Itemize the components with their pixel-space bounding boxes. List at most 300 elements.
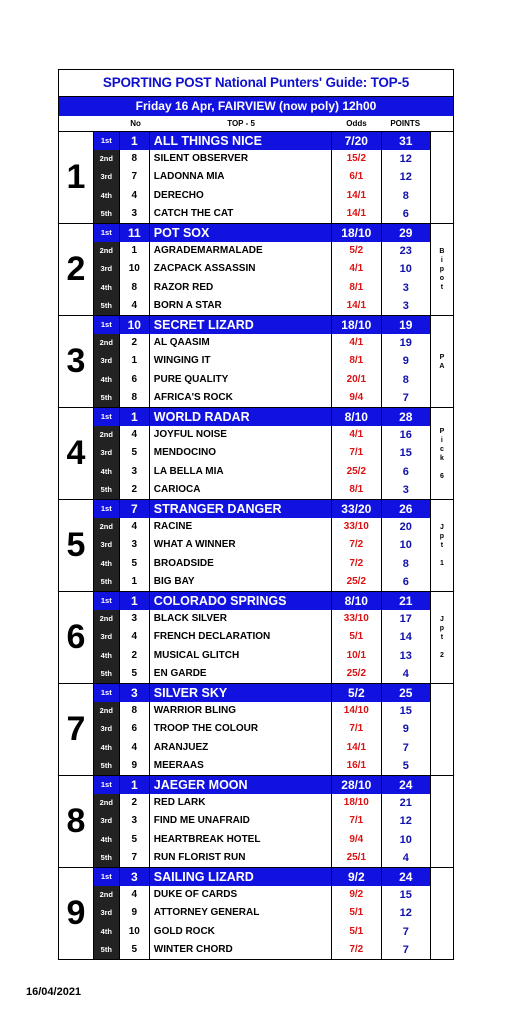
- horse-name: FRENCH DECLARATION: [150, 628, 332, 646]
- table-row: [94, 628, 430, 646]
- points-value: 10: [399, 833, 412, 846]
- note-letter: 6: [439, 472, 444, 480]
- note-letter: p: [439, 533, 445, 540]
- table-row: [94, 389, 430, 407]
- points-value: 25: [399, 686, 413, 700]
- horse-number: 1: [120, 776, 150, 794]
- points-value: 7: [402, 925, 409, 938]
- note-letter: t: [440, 634, 444, 641]
- points-value: 13: [399, 649, 412, 662]
- odds-value: 14/1: [332, 739, 382, 757]
- table-row: [94, 831, 430, 849]
- points-value: 5: [402, 759, 409, 772]
- horse-name: ARANJUEZ: [150, 739, 332, 757]
- note-letter: J: [439, 524, 444, 531]
- points-value: 10: [399, 263, 412, 276]
- horse-number: 2: [120, 647, 150, 665]
- table-row: [94, 187, 430, 205]
- horse-number: 10: [120, 260, 150, 278]
- odds-value: 10/1: [332, 647, 382, 665]
- bet-type-note: [430, 684, 453, 775]
- note-letter: A: [439, 362, 445, 370]
- race-rows: [94, 500, 430, 591]
- odds-value: 9/2: [332, 868, 382, 886]
- horse-name: STRANGER DANGER: [150, 500, 332, 518]
- points-value: 17: [399, 613, 412, 626]
- horse-name: MUSICAL GLITCH: [150, 647, 332, 665]
- bet-type-note: [430, 592, 453, 683]
- horse-name: ATTORNEY GENERAL: [150, 904, 332, 922]
- table-row: [94, 463, 430, 481]
- horse-number: 3: [120, 610, 150, 628]
- note-letter: k: [439, 454, 444, 462]
- position-label: 5th: [94, 389, 120, 407]
- odds-value: 9/2: [332, 886, 382, 904]
- table-row: [94, 279, 430, 297]
- position-label: 5th: [94, 849, 120, 867]
- horse-number: 6: [120, 720, 150, 738]
- odds-value: 4/1: [332, 426, 382, 444]
- position-label: 4th: [94, 463, 120, 481]
- position-label: 3rd: [94, 720, 120, 738]
- position-label: 4th: [94, 831, 120, 849]
- col-horse: TOP - 5: [227, 119, 255, 128]
- race-number: 8: [59, 776, 94, 867]
- bet-type-note: [430, 776, 453, 867]
- odds-value: 14/1: [332, 187, 382, 205]
- table-row: [94, 610, 430, 628]
- odds-value: 25/2: [332, 665, 382, 683]
- odds-value: 33/10: [332, 610, 382, 628]
- position-label: 2nd: [94, 242, 120, 260]
- bet-type-note: [430, 224, 453, 315]
- horse-number: 8: [120, 389, 150, 407]
- race-number: 5: [59, 500, 94, 591]
- position-label: 3rd: [94, 812, 120, 830]
- points-value: 3: [402, 281, 409, 294]
- note-letter: p: [439, 625, 445, 632]
- race-number: 7: [59, 684, 94, 775]
- note-letter: o: [439, 275, 445, 282]
- horse-name: BORN A STAR: [150, 297, 332, 315]
- position-label: 3rd: [94, 260, 120, 278]
- table-row: [94, 941, 430, 959]
- horse-name: EN GARDE: [150, 665, 332, 683]
- horse-number: 5: [120, 941, 150, 959]
- position-label: 3rd: [94, 352, 120, 370]
- horse-name: FIND ME UNAFRAID: [150, 812, 332, 830]
- table-row: [94, 812, 430, 830]
- odds-value: 7/20: [332, 132, 382, 150]
- table-row: [94, 260, 430, 278]
- horse-number: 5: [120, 444, 150, 462]
- race-rows: [94, 316, 430, 407]
- horse-name: WORLD RADAR: [150, 408, 332, 426]
- position-label: 1st: [94, 500, 120, 518]
- horse-number: 1: [120, 573, 150, 591]
- horse-name: ZACPACK ASSASSIN: [150, 260, 332, 278]
- points-value: 15: [399, 705, 412, 718]
- points-value: 3: [402, 483, 409, 496]
- odds-value: 7/2: [332, 941, 382, 959]
- position-label: 5th: [94, 297, 120, 315]
- race-rows: [94, 592, 430, 683]
- odds-value: 33/10: [332, 518, 382, 536]
- table-row: [94, 684, 430, 702]
- race-block: [59, 592, 453, 684]
- race-number: 2: [59, 224, 94, 315]
- race-number: 4: [59, 408, 94, 499]
- odds-value: 7/1: [332, 720, 382, 738]
- position-label: 2nd: [94, 886, 120, 904]
- table-row: [94, 868, 430, 886]
- position-label: 5th: [94, 481, 120, 499]
- horse-name: ALL THINGS NICE: [150, 132, 332, 150]
- odds-value: 4/1: [332, 334, 382, 352]
- points-value: 8: [402, 373, 409, 386]
- table-row: [94, 720, 430, 738]
- note-letter: J: [439, 616, 444, 623]
- note-letter: i: [440, 257, 443, 264]
- horse-number: 4: [120, 886, 150, 904]
- points-value: 24: [399, 870, 413, 884]
- race-block: [59, 500, 453, 592]
- odds-value: 18/10: [332, 316, 382, 334]
- horse-number: 3: [120, 812, 150, 830]
- horse-name: WHAT A WINNER: [150, 536, 332, 554]
- table-row: [94, 500, 430, 518]
- horse-name: LA BELLA MIA: [150, 463, 332, 481]
- horse-name: AGRADEMARMALADE: [150, 242, 332, 260]
- note-letter: t: [440, 284, 444, 291]
- position-label: 4th: [94, 279, 120, 297]
- horse-number: 7: [120, 168, 150, 186]
- horse-name: BIG BAY: [150, 573, 332, 591]
- position-label: 4th: [94, 555, 120, 573]
- position-label: 3rd: [94, 444, 120, 462]
- points-value: 10: [399, 539, 412, 552]
- position-label: 3rd: [94, 168, 120, 186]
- meeting-subtitle: Friday 16 Apr, FAIRVIEW (now poly) 12h00: [59, 97, 453, 116]
- table-row: [94, 739, 430, 757]
- odds-value: 18/10: [332, 794, 382, 812]
- note-letter: P: [439, 427, 445, 435]
- horse-number: 7: [120, 500, 150, 518]
- odds-value: 14/10: [332, 702, 382, 720]
- points-value: 7: [402, 391, 409, 404]
- odds-value: 33/20: [332, 500, 382, 518]
- horse-number: 11: [120, 224, 150, 242]
- horse-number: 5: [120, 831, 150, 849]
- horse-name: WINGING IT: [150, 352, 332, 370]
- col-odds: Odds: [346, 119, 367, 128]
- horse-number: 1: [120, 592, 150, 610]
- odds-value: 7/1: [332, 444, 382, 462]
- horse-name: HEARTBREAK HOTEL: [150, 831, 332, 849]
- horse-name: AL QAASIM: [150, 334, 332, 352]
- horse-number: 9: [120, 757, 150, 775]
- horse-name: DERECHO: [150, 187, 332, 205]
- col-no: No: [130, 119, 141, 128]
- race-rows: [94, 408, 430, 499]
- horse-number: 8: [120, 702, 150, 720]
- horse-name: SECRET LIZARD: [150, 316, 332, 334]
- horse-name: JOYFUL NOISE: [150, 426, 332, 444]
- horse-number: 1: [120, 408, 150, 426]
- horse-number: 2: [120, 334, 150, 352]
- points-value: 7: [402, 741, 409, 754]
- guide-title: SPORTING POST National Punters' Guide: TOP-5: [59, 70, 453, 97]
- table-row: [94, 334, 430, 352]
- note-letter: B: [439, 248, 445, 255]
- position-label: 2nd: [94, 702, 120, 720]
- table-row: [94, 849, 430, 867]
- note-letter: t: [440, 542, 444, 549]
- horse-number: 9: [120, 904, 150, 922]
- points-value: 12: [399, 153, 412, 166]
- race-rows: [94, 132, 430, 223]
- horse-number: 2: [120, 794, 150, 812]
- points-value: 6: [402, 575, 409, 588]
- position-label: 2nd: [94, 150, 120, 168]
- race-block: [59, 316, 453, 408]
- horse-name: RAZOR RED: [150, 279, 332, 297]
- position-label: 1st: [94, 224, 120, 242]
- horse-number: 4: [120, 297, 150, 315]
- table-row: [94, 408, 430, 426]
- note-letter: 1: [439, 560, 444, 567]
- points-value: 31: [399, 134, 413, 148]
- points-value: 8: [402, 189, 409, 202]
- position-label: 4th: [94, 739, 120, 757]
- position-label: 4th: [94, 923, 120, 941]
- table-row: [94, 444, 430, 462]
- odds-value: 8/10: [332, 592, 382, 610]
- table-row: [94, 794, 430, 812]
- position-label: 5th: [94, 573, 120, 591]
- points-value: 12: [399, 907, 412, 920]
- odds-value: 28/10: [332, 776, 382, 794]
- odds-value: 14/1: [332, 297, 382, 315]
- points-value: 7: [402, 943, 409, 956]
- horse-name: MEERAAS: [150, 757, 332, 775]
- note-letter: p: [439, 266, 445, 273]
- race-rows: [94, 224, 430, 315]
- race-number: 6: [59, 592, 94, 683]
- odds-value: 7/1: [332, 812, 382, 830]
- horse-name: BLACK SILVER: [150, 610, 332, 628]
- position-label: 2nd: [94, 426, 120, 444]
- odds-value: 8/1: [332, 352, 382, 370]
- horse-name: CATCH THE CAT: [150, 205, 332, 223]
- horse-name: TROOP THE COLOUR: [150, 720, 332, 738]
- race-block: [59, 684, 453, 776]
- column-headers: [59, 116, 453, 132]
- bet-type-note: [430, 868, 453, 959]
- position-label: 5th: [94, 205, 120, 223]
- points-value: 15: [399, 447, 412, 460]
- horse-number: 4: [120, 426, 150, 444]
- table-row: [94, 647, 430, 665]
- odds-value: 5/2: [332, 242, 382, 260]
- horse-number: 3: [120, 205, 150, 223]
- table-row: [94, 536, 430, 554]
- horse-number: 3: [120, 463, 150, 481]
- position-label: 4th: [94, 371, 120, 389]
- horse-number: 4: [120, 628, 150, 646]
- bet-type-note: [430, 316, 453, 407]
- table-row: [94, 168, 430, 186]
- horse-name: LADONNA MIA: [150, 168, 332, 186]
- odds-value: 9/4: [332, 389, 382, 407]
- race-rows: [94, 868, 430, 959]
- table-row: [94, 592, 430, 610]
- position-label: 1st: [94, 776, 120, 794]
- table-row: [94, 776, 430, 794]
- table-row: [94, 205, 430, 223]
- position-label: 1st: [94, 592, 120, 610]
- note-letter: P: [439, 353, 445, 361]
- position-label: 2nd: [94, 794, 120, 812]
- horse-name: RED LARK: [150, 794, 332, 812]
- horse-number: 1: [120, 242, 150, 260]
- horse-name: WINTER CHORD: [150, 941, 332, 959]
- punters-guide-table: [58, 69, 454, 960]
- table-row: [94, 665, 430, 683]
- points-value: 20: [399, 521, 412, 534]
- table-row: [94, 886, 430, 904]
- position-label: 1st: [94, 132, 120, 150]
- horse-name: GOLD ROCK: [150, 923, 332, 941]
- race-rows: [94, 776, 430, 867]
- horse-number: 5: [120, 555, 150, 573]
- horse-name: SAILING LIZARD: [150, 868, 332, 886]
- odds-value: 25/2: [332, 573, 382, 591]
- table-row: [94, 242, 430, 260]
- odds-value: 25/2: [332, 463, 382, 481]
- horse-number: 8: [120, 279, 150, 297]
- horse-number: 5: [120, 665, 150, 683]
- race-number: 3: [59, 316, 94, 407]
- horse-number: 10: [120, 316, 150, 334]
- points-value: 6: [402, 465, 409, 478]
- points-value: 3: [402, 299, 409, 312]
- table-row: [94, 352, 430, 370]
- position-label: 1st: [94, 868, 120, 886]
- horse-number: 1: [120, 132, 150, 150]
- horse-name: BROADSIDE: [150, 555, 332, 573]
- horse-name: DUKE OF CARDS: [150, 886, 332, 904]
- race-block: [59, 868, 453, 959]
- horse-number: 4: [120, 739, 150, 757]
- position-label: 3rd: [94, 536, 120, 554]
- odds-value: 5/2: [332, 684, 382, 702]
- odds-value: 25/1: [332, 849, 382, 867]
- race-block: [59, 132, 453, 224]
- note-letter: c: [439, 445, 444, 453]
- position-label: 1st: [94, 684, 120, 702]
- position-label: 5th: [94, 757, 120, 775]
- horse-name: RUN FLORIST RUN: [150, 849, 332, 867]
- note-letter: i: [440, 436, 443, 444]
- position-label: 4th: [94, 187, 120, 205]
- points-value: 21: [399, 797, 412, 810]
- bet-type-note: [430, 500, 453, 591]
- odds-value: 20/1: [332, 371, 382, 389]
- points-value: 26: [399, 502, 413, 516]
- horse-name: PURE QUALITY: [150, 371, 332, 389]
- table-row: [94, 573, 430, 591]
- points-value: 4: [402, 667, 409, 680]
- horse-number: 2: [120, 481, 150, 499]
- points-value: 12: [399, 171, 412, 184]
- table-row: [94, 297, 430, 315]
- points-value: 12: [399, 815, 412, 828]
- bet-type-note: [430, 132, 453, 223]
- odds-value: 5/1: [332, 904, 382, 922]
- position-label: 5th: [94, 941, 120, 959]
- horse-name: WARRIOR BLING: [150, 702, 332, 720]
- horse-name: MENDOCINO: [150, 444, 332, 462]
- odds-value: 8/1: [332, 279, 382, 297]
- points-value: 9: [402, 723, 409, 736]
- horse-name: JAEGER MOON: [150, 776, 332, 794]
- odds-value: 15/2: [332, 150, 382, 168]
- horse-number: 4: [120, 187, 150, 205]
- horse-number: 7: [120, 849, 150, 867]
- odds-value: 4/1: [332, 260, 382, 278]
- points-value: 29: [399, 226, 413, 240]
- odds-value: 9/4: [332, 831, 382, 849]
- horse-number: 10: [120, 923, 150, 941]
- points-value: 28: [399, 410, 413, 424]
- horse-number: 1: [120, 352, 150, 370]
- points-value: 24: [399, 778, 413, 792]
- position-label: 2nd: [94, 334, 120, 352]
- table-row: [94, 371, 430, 389]
- odds-value: 16/1: [332, 757, 382, 775]
- race-block: [59, 224, 453, 316]
- note-letter: 2: [439, 652, 444, 659]
- race-block: [59, 408, 453, 500]
- horse-number: 6: [120, 371, 150, 389]
- position-label: 1st: [94, 316, 120, 334]
- position-label: 5th: [94, 665, 120, 683]
- print-date: 16/04/2021: [26, 986, 82, 998]
- odds-value: 18/10: [332, 224, 382, 242]
- table-row: [94, 555, 430, 573]
- position-label: 2nd: [94, 518, 120, 536]
- points-value: 4: [402, 851, 409, 864]
- horse-name: COLORADO SPRINGS: [150, 592, 332, 610]
- points-value: 8: [402, 557, 409, 570]
- race-block: [59, 776, 453, 868]
- position-label: 2nd: [94, 610, 120, 628]
- position-label: 3rd: [94, 628, 120, 646]
- horse-name: SILENT OBSERVER: [150, 150, 332, 168]
- points-value: 14: [399, 631, 412, 644]
- points-value: 16: [399, 429, 412, 442]
- points-value: 19: [399, 318, 413, 332]
- horse-number: 8: [120, 150, 150, 168]
- races-list: [59, 132, 453, 959]
- bet-type-note: [430, 408, 453, 499]
- col-points: POINTS: [390, 119, 421, 128]
- table-row: [94, 132, 430, 150]
- table-row: [94, 426, 430, 444]
- points-value: 6: [402, 207, 409, 220]
- odds-value: 6/1: [332, 168, 382, 186]
